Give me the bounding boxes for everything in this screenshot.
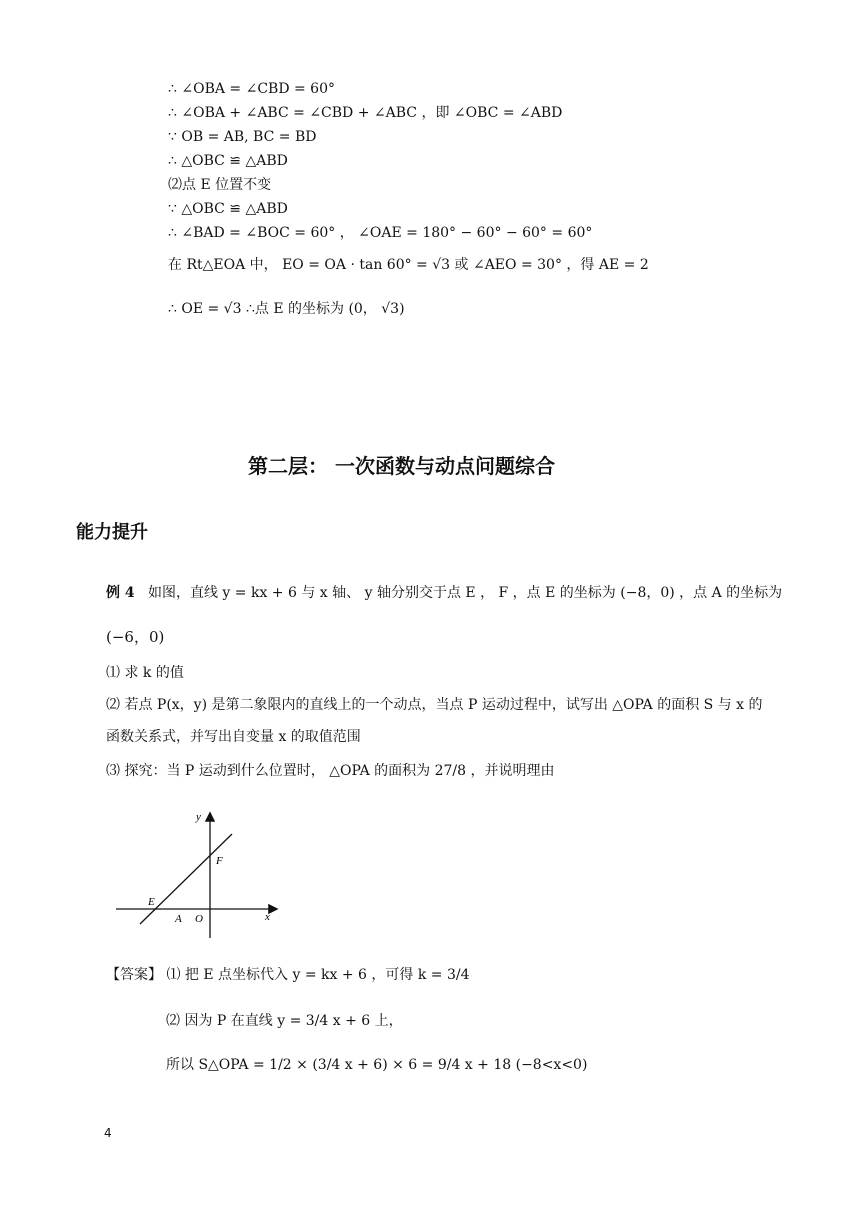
label-E: E: [148, 896, 155, 908]
question-2a: ⑵ 若点 P(x，y) 是第二象限内的直线上的一个动点，当点 P 运动过程中，试写出 △OPA 的面积 S 与 x 的: [106, 697, 763, 713]
label-y: y: [196, 811, 201, 823]
function-line: [140, 834, 232, 924]
coordinate-figure: [110, 806, 290, 946]
example-text-1: 如图，直线 y = kx + 6 与 x 轴、 y 轴分别交于点 E ， F ，点 E 的坐标为 (−8，0) ，点 A 的坐标为: [147, 585, 783, 601]
proof-line-3: ∵ OB = AB, BC = BD: [168, 129, 317, 145]
label-A: A: [175, 913, 182, 925]
proof-line-2: ∴ ∠OBA + ∠ABC = ∠CBD + ∠ABC ，即 ∠OBC = ∠ABD: [168, 105, 563, 121]
proof-line-1: ∴ ∠OBA = ∠CBD = 60°: [168, 81, 335, 97]
proof-line-7: ∴ ∠BAD = ∠BOC = 60° ， ∠OAE = 180° − 60° − 60° = 60°: [168, 225, 593, 241]
answer-line-1: [106, 966, 469, 984]
answer-1: ⑴ 把 E 点坐标代入 y = kx + 6 ，可得 k = 3/4: [166, 967, 470, 983]
example-label: 例 4: [106, 585, 135, 601]
section-title: 第二层： 一次函数与动点问题综合: [248, 454, 555, 478]
question-1: ⑴ 求 k 的值: [106, 665, 184, 681]
example-line-1: [106, 584, 782, 602]
proof-line-4: ∴ △OBC ≌ △ABD: [168, 153, 288, 169]
proof-line-9: ∴ OE = √3 ∴点 E 的坐标为 (0， √3): [168, 301, 405, 317]
example-text-2: (−6，0): [106, 628, 165, 646]
label-x: x: [265, 911, 270, 923]
label-O: O: [195, 913, 203, 925]
answer-3: 所以 S△OPA = 1/2 × (3/4 x + 6) × 6 = 9/4 x + 18 (−8<x<0): [166, 1057, 588, 1073]
question-3: ⑶ 探究：当 P 运动到什么位置时， △OPA 的面积为 27/8 ，并说明理由: [106, 763, 555, 779]
proof-line-8: 在 Rt△EOA 中， EO = OA · tan 60° = √3 或 ∠AEO = 30° ，得 AE = 2: [168, 257, 649, 273]
page-number: 4: [104, 1126, 112, 1140]
proof-line-6: ∵ △OBC ≌ △ABD: [168, 201, 288, 217]
answer-2: ⑵ 因为 P 在直线 y = 3/4 x + 6 上，: [166, 1013, 403, 1029]
answer-tag: 【答案】: [106, 967, 162, 983]
label-F: F: [216, 855, 223, 867]
proof-line-5: ⑵点 E 位置不变: [168, 177, 272, 193]
question-2b: 函数关系式，并写出自变量 x 的取值范围: [106, 729, 361, 745]
subsection-title: 能力提升: [76, 522, 148, 543]
